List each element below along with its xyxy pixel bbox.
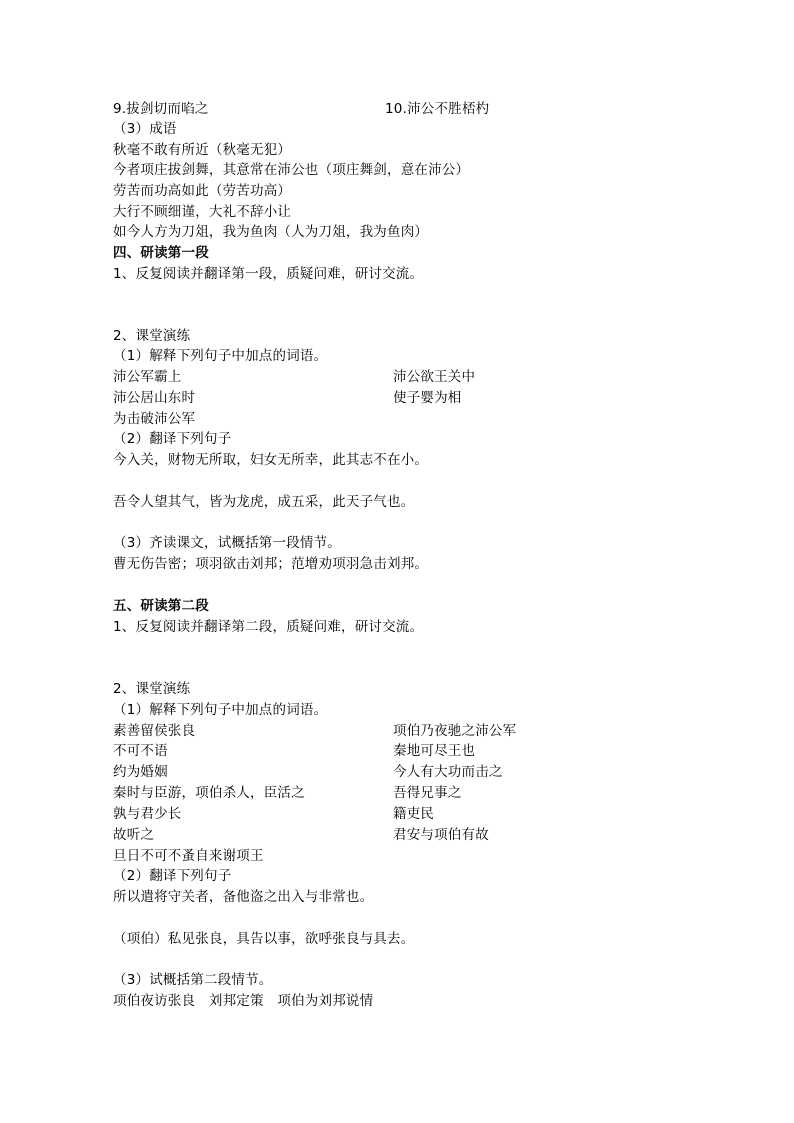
exercise-item: 今人有大功而击之	[393, 764, 503, 780]
exercise-label: （2）翻译下列句子	[113, 868, 232, 884]
text-line	[113, 99, 490, 119]
section-heading-4: 四、研读第一段	[113, 245, 209, 261]
task-line: 1、反复阅读并翻译第二段，质疑问难，研讨交流。	[113, 619, 424, 635]
text-line	[113, 762, 503, 782]
exercise-item: 项伯乃夜驰之沛公军	[393, 723, 517, 739]
task-line: 2、课堂演练	[113, 328, 191, 344]
text-line	[113, 804, 435, 824]
exercise-item: 为击破沛公军	[113, 411, 196, 427]
exercise-item: 故听之	[113, 827, 155, 843]
summary-line: 曹无伤告密；项羽欲击刘邦；范增劝项羽急击刘邦。	[113, 556, 429, 572]
text-line	[113, 783, 462, 803]
exercise-item: 旦日不可不蚤自来谢项王	[113, 848, 264, 864]
idiom-line: 大行不顾细谨，大礼不辞小让	[113, 204, 292, 220]
idiom-line: 今者项庄拔剑舞，其意常在沛公也（项庄舞剑，意在沛公）	[113, 162, 470, 178]
text-line	[113, 825, 489, 845]
sentence-line: （项伯）私见张良，具告以事，欲呼张良与具去。	[113, 931, 415, 947]
exercise-label: （1）解释下列句子中加点的词语。	[113, 702, 328, 718]
exercise-item: 秦时与臣游，项伯杀人，臣活之	[113, 785, 305, 801]
exercise-item: 秦地可尽王也	[393, 743, 476, 759]
exercise-label: （3）试概括第二段情节。	[113, 972, 273, 988]
summary-line: 项伯夜访张良 刘邦定策 项伯为刘邦说情	[113, 993, 374, 1009]
idiom-line: 如今人方为刀俎，我为鱼肉（人为刀俎，我为鱼肉）	[113, 224, 429, 240]
idiom-line: 劳苦而功高如此（劳苦功高）	[113, 183, 292, 199]
exercise-item: 使子婴为相	[393, 390, 462, 406]
exercise-item: 不可不语	[113, 743, 168, 759]
text-line	[113, 388, 462, 408]
exercise-item: 沛公军霸上	[113, 369, 182, 385]
sentence-line: 今入关，财物无所取，妇女无所幸，此其志不在小。	[113, 452, 429, 468]
section-heading-5: 五、研读第二段	[113, 598, 209, 614]
sentence-line: 所以遣将守关者，备他盗之出入与非常也。	[113, 889, 374, 905]
subsection-idioms: （3）成语	[113, 121, 177, 137]
exercise-label: （1）解释下列句子中加点的词语。	[113, 348, 328, 364]
exercise-item: 沛公居山东时	[113, 390, 196, 406]
sentence-line: 吾令人望其气，皆为龙虎，成五采，此天子气也。	[113, 494, 415, 510]
task-line: 1、反复阅读并翻译第一段，质疑问难，研讨交流。	[113, 266, 424, 282]
exercise-item: 沛公欲王关中	[393, 369, 476, 385]
exercise-item: 约为婚姻	[113, 764, 168, 780]
exercise-item: 君安与项伯有故	[393, 827, 489, 843]
exercise-label: （3）齐读课文，试概括第一段情节。	[113, 535, 341, 551]
text-line	[113, 721, 517, 741]
exercise-item: 孰与君少长	[113, 806, 182, 822]
exercise-item: 籍吏民	[393, 806, 435, 822]
vocab-item-9: 9.拔剑切而啗之	[113, 101, 209, 117]
exercise-label: （2）翻译下列句子	[113, 431, 232, 447]
exercise-item: 素善留侯张良	[113, 723, 196, 739]
text-line	[113, 367, 476, 387]
vocab-item-10: 10.沛公不胜桮杓	[385, 101, 490, 117]
exercise-item: 吾得兄事之	[393, 785, 462, 801]
idiom-line: 秋毫不敢有所近（秋毫无犯）	[113, 142, 292, 158]
text-line	[113, 741, 476, 761]
task-line: 2、课堂演练	[113, 681, 191, 697]
